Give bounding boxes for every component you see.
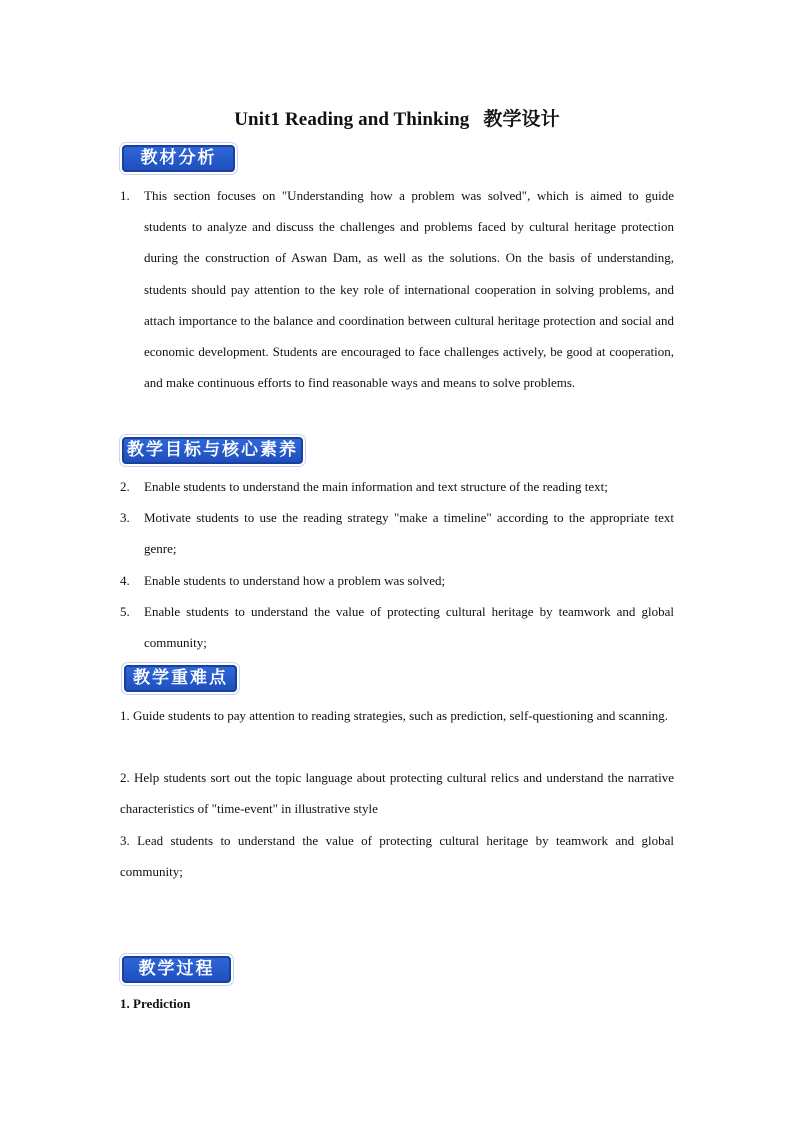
analysis-item-text: This section focuses on "Understanding how a problem was solved", which is aimed to guide students to analyze and discuss the challenges and problems faced by cultural heritage protection during the construction of Aswan Dam, as well as the solutions. On the basis of understanding, students should pay attention to the key role of international cooperation in solving problems, and attach importance to the balance and coordination between cultural heritage protection and social and economic development. Students are encouraged to face challenges actively, be good at cooperation, and make continuous efforts to find reasonable ways and means to solve problems. [144, 188, 674, 391]
analysis-item-number: 1. [120, 188, 130, 203]
section-badge-analysis: 教材分析 [122, 145, 235, 172]
process-subheading: 1. Prediction [120, 996, 191, 1011]
objective-item-text: Enable students to understand how a problem was solved; [144, 573, 446, 588]
objective-item-number: 5. [120, 604, 130, 619]
objective-item-number: 4. [120, 573, 130, 588]
objective-item-number: 2. [120, 479, 130, 494]
title-chinese: 教学设计 [483, 108, 560, 130]
objective-item [120, 471, 674, 502]
objective-item [120, 565, 674, 596]
analysis-item [120, 180, 674, 398]
key-point-item: 1. Guide students to pay attention to reading strategies, such as prediction, self-questioning and scanning. [120, 708, 669, 723]
key-point-item: 2. Help students sort out the topic language about protecting cultural relics and understand the narrative characteristics of "time-event" in illustrative style [120, 770, 674, 817]
section-badge-objectives: 教学目标与核心素养 [122, 437, 303, 464]
objective-item-number: 3. [120, 510, 130, 525]
section-badge-key-points: 教学重难点 [124, 665, 237, 692]
objective-item-text: Enable students to understand the main information and text structure of the reading text; [144, 479, 608, 494]
section-badge-process: 教学过程 [122, 956, 231, 983]
key-point-item: 3. Lead students to understand the value of protecting cultural heritage by teamwork and global community; [120, 833, 674, 880]
objective-item-text: Motivate students to use the reading strategy "make a timeline" according to the appropriate text genre; [144, 510, 674, 557]
objective-item-text: Enable students to understand the value of protecting cultural heritage by teamwork and global community; [144, 604, 674, 651]
objective-item [120, 502, 674, 564]
document-title [0, 104, 794, 131]
objective-item [120, 596, 674, 658]
title-english: Unit1 Reading and Thinking [234, 109, 470, 130]
